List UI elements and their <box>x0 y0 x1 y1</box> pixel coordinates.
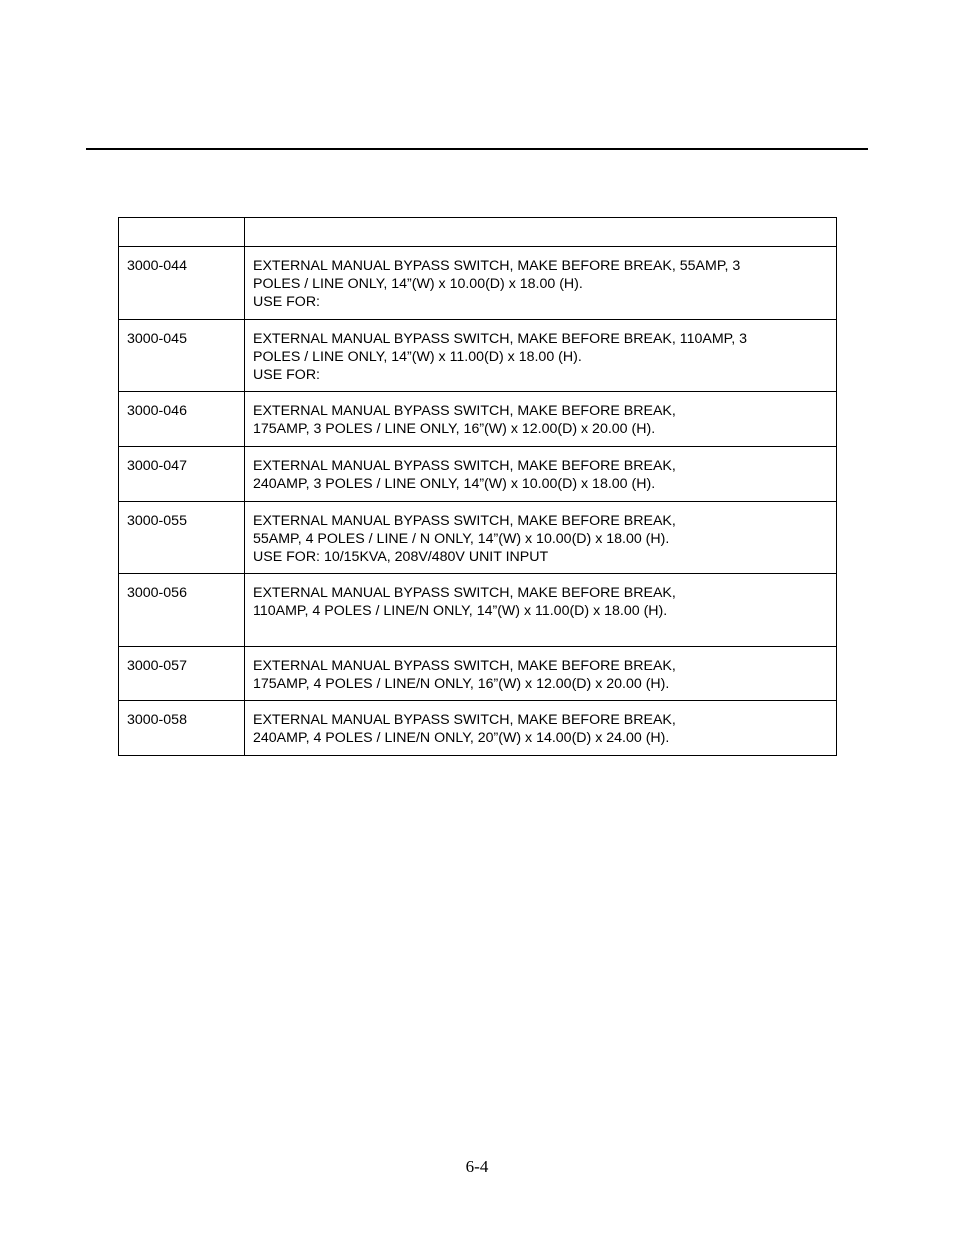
table-row <box>119 320 837 392</box>
part-number-cell <box>119 247 245 320</box>
description-line: POLES / LINE ONLY, 14”(W) x 11.00(D) x 18.00 (H). <box>253 349 582 365</box>
table-row <box>119 447 837 502</box>
part-number-cell <box>119 701 245 756</box>
table-row <box>119 647 837 701</box>
table-header-row <box>119 218 837 247</box>
description-cell <box>245 647 837 701</box>
description-line: 55AMP, 4 POLES / LINE / N ONLY, 14”(W) x 10.00(D) x 18.00 (H). <box>253 531 670 547</box>
description-line: USE FOR: 10/15KVA, 208V/480V UNIT INPUT <box>253 549 549 565</box>
description-cell <box>245 247 837 320</box>
part-number: 3000-045 <box>127 331 187 347</box>
part-number-cell <box>119 574 245 647</box>
description-line: POLES / LINE ONLY, 14”(W) x 10.00(D) x 18.00 (H). <box>253 276 583 292</box>
description-line: 240AMP, 3 POLES / LINE ONLY, 14”(W) x 10.00(D) x 18.00 (H). <box>253 476 656 492</box>
description-cell <box>245 320 837 392</box>
description-line: EXTERNAL MANUAL BYPASS SWITCH, MAKE BEFORE BREAK, <box>253 585 676 601</box>
description-line: EXTERNAL MANUAL BYPASS SWITCH, MAKE BEFORE BREAK, 110AMP, 3 <box>253 331 748 347</box>
part-number: 3000-044 <box>127 258 187 274</box>
description-line: EXTERNAL MANUAL BYPASS SWITCH, MAKE BEFORE BREAK, <box>253 458 676 474</box>
part-number: 3000-057 <box>127 658 187 674</box>
description-line: USE FOR: <box>253 367 321 383</box>
part-number-cell <box>119 392 245 447</box>
description-cell <box>245 574 837 647</box>
table-row <box>119 574 837 647</box>
parts-table <box>118 217 837 756</box>
table-row <box>119 502 837 574</box>
part-number-cell <box>119 447 245 502</box>
description-line: EXTERNAL MANUAL BYPASS SWITCH, MAKE BEFORE BREAK, <box>253 403 676 419</box>
description-cell <box>245 502 837 574</box>
description-line: EXTERNAL MANUAL BYPASS SWITCH, MAKE BEFORE BREAK, <box>253 712 676 728</box>
page-number: 6-4 <box>465 1157 489 1176</box>
table-row <box>119 701 837 756</box>
description-line: 110AMP, 4 POLES / LINE/N ONLY, 14”(W) x 11.00(D) x 18.00 (H). <box>253 603 668 619</box>
header-rule <box>86 148 868 150</box>
description-cell <box>245 701 837 756</box>
header-cell-description <box>245 218 837 247</box>
table-row <box>119 392 837 447</box>
description-line: EXTERNAL MANUAL BYPASS SWITCH, MAKE BEFORE BREAK, <box>253 513 676 529</box>
part-number-cell <box>119 502 245 574</box>
description-line: EXTERNAL MANUAL BYPASS SWITCH, MAKE BEFORE BREAK, <box>253 658 676 674</box>
part-number: 3000-058 <box>127 712 187 728</box>
description-line: 175AMP, 4 POLES / LINE/N ONLY, 16”(W) x 12.00(D) x 20.00 (H). <box>253 676 670 692</box>
description-line: USE FOR: <box>253 294 321 310</box>
description-cell <box>245 392 837 447</box>
part-number: 3000-055 <box>127 513 187 529</box>
parts-table-body <box>119 218 837 756</box>
part-number: 3000-056 <box>127 585 187 601</box>
part-number: 3000-046 <box>127 403 187 419</box>
part-number-cell <box>119 647 245 701</box>
table-row <box>119 247 837 320</box>
description-line: EXTERNAL MANUAL BYPASS SWITCH, MAKE BEFORE BREAK, 55AMP, 3 <box>253 258 741 274</box>
description-line: 175AMP, 3 POLES / LINE ONLY, 16”(W) x 12.00(D) x 20.00 (H). <box>253 421 656 437</box>
part-number-cell <box>119 320 245 392</box>
header-cell-part-number <box>119 218 245 247</box>
part-number: 3000-047 <box>127 458 187 474</box>
description-line: 240AMP, 4 POLES / LINE/N ONLY, 20”(W) x 14.00(D) x 24.00 (H). <box>253 730 670 746</box>
description-cell <box>245 447 837 502</box>
